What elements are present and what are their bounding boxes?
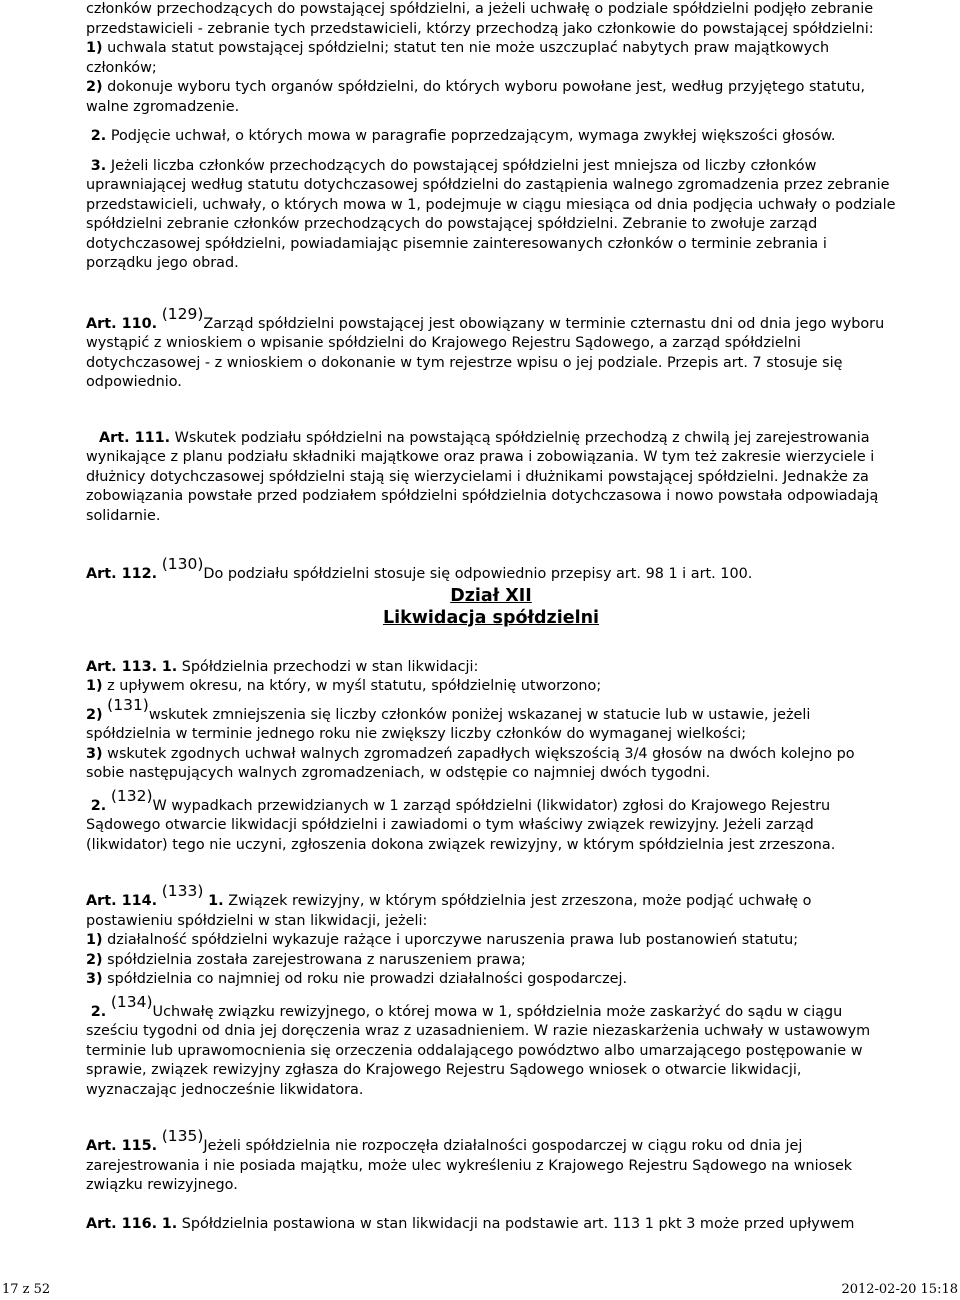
page-footer [0,1280,960,1298]
item-text: dokonuje wyboru tych organów spółdzielni, do których wyboru powołane jest, według przyjętego statutu, walne zgromadzenie. [86,79,866,115]
section-text: W wypadkach przewidzianych w 1 zarząd spółdzielni (likwidator) zgłosi do Krajowego Rejestru Sądowego otwarcie likwidacji spółdzielni i zawiadomi o tym właściwy związek rewizyjny. Jeżeli zarząd (likwidator) tego nie uczyni, zgłoszenia dokona związek rewizyjny, w którym spółdzielnia jest zrzeszona. [86,797,836,853]
section-number: 1. [208,893,224,909]
article-111 [86,429,896,527]
item-text: działalność spółdzielni wykazuje rażące i uporczywe naruszenia prawa lub postanowień statutu; [102,932,799,948]
article-label: Art. 110. [86,315,158,332]
article-112 [86,555,896,585]
footnote-ref[interactable]: (134) [110,992,153,1011]
item-number: 1) [86,932,103,948]
item-text: spółdzielnia co najmniej od roku nie prowadzi działalności gospodarczej. [102,971,628,987]
section-text: Jeżeli liczba członków przechodzących do powstającej spółdzielni jest mniejsza od liczby członków uprawniającej według statutu dotychczasowej spółdzielni do zastąpienia walnego zgromadzenia przez zebranie przedstawicieli, uchwały, o których mowa w 1, podejmuje w ciągu miesiąca od dnia podjęcia uchwały o podziale spółdzielni zebranie członków przechodzących do powstającej spółdzielni. Zebranie to zwołuje zarząd dotychczasowej spółdzielni, powiadamiając pisemnie zainteresowanych członków o terminie zebrania i porządku jego obrad. [86,157,896,271]
section-3 [86,156,896,274]
section-number: 1. [161,1215,178,1232]
article-113-section-2 [86,786,896,856]
item-text: wskutek zmniejszenia się liczby członków poniżej wskazanej w statucie lub w ustawie, jeżeli spółdzielnia w terminie jednego roku nie zwiększy liczby członków do wymaganej wielkości; [86,706,811,742]
article-110 [86,304,896,393]
item-number: 3) [86,745,103,762]
print-timestamp: 2012-02-20 15:18 [841,1282,958,1297]
item-number: 1) [86,678,103,694]
section-number: 3. [90,157,107,174]
page-counter: 17 z 52 [2,1282,51,1297]
item-text: spółdzielnia została zarejestrowana z naruszeniem prawa; [102,951,526,968]
footnote-ref[interactable]: (135) [161,1127,204,1145]
document-body [86,0,896,1234]
article-text: Zarząd spółdzielni powstającej jest obowiązany w terminie czternastu dni od dnia jego wyboru wystąpić z wnioskiem o wpisanie spółdzielni do Krajowego Rejestru Sądowego, a zarząd spółdzielni dotychczasowej - z wnioskiem o dokonanie w tym rejestrze wpisu o jej podziale. Przepis art. 7 stosuje się odpowiednio. [86,315,885,390]
item-number: 1) [86,40,103,56]
section-2 [86,126,896,147]
section-text: Spółdzielnia postawiona w stan likwidacji na podstawie art. 113 1 pkt 3 może przed upływem [177,1215,855,1232]
intro-text: członków przechodzących do powstającej spółdzielni, a jeżeli uchwałę o podziale spółdzielni podjęło zebranie przedstawicieli - zebranie tych przedstawicieli, którzy przechodzą jako członkowie do powstającej spółdzielni: [86,1,874,37]
footnote-ref[interactable]: (129) [161,304,204,323]
section-number: 2. [90,797,107,814]
paragraph-intro [86,0,896,117]
item-number: 2) [86,706,103,723]
article-label: Art. 113. [86,658,158,675]
article-116 [86,1214,896,1235]
section-text: Spółdzielnia przechodzi w stan likwidacji: [177,658,479,675]
section-number: 2. [90,128,107,144]
division-number: Dział XII [450,585,532,606]
article-114 [86,882,896,990]
article-113-item-2 [86,695,896,784]
item-number: 3) [86,971,103,987]
article-label: Art. 112. [86,566,158,582]
item-number: 2) [86,79,103,95]
article-text: Do podziału spółdzielni stosuje się odpowiednio przepisy art. 98 1 i art. 100. [203,566,753,582]
footnote-ref[interactable]: (133) [161,882,204,900]
division-title: Likwidacja spółdzielni [382,607,600,628]
article-label: Art. 115. [86,1138,158,1154]
article-label: Art. 111. [99,429,171,446]
item-number: 2) [86,951,103,968]
section-text: Podjęcie uchwał, o których mowa w paragrafie poprzedzającym, wymaga zwykłej większości głosów. [106,128,836,144]
article-label: Art. 114. [86,893,158,909]
section-text: Uchwałę związku rewizyjnego, o której mowa w 1, spółdzielnia może zaskarżyć do sądu w ciągu sześciu tygodni od dnia jej doręczenia wraz z uzasadnieniem. W razie niezaskarżenia uchwały w ustawowym terminie lub uprawomocnienia się orzeczenia oddalającego powództwo albo umarzającego postępowanie w sprawie, związek rewizyjny zgłasza do Krajowego Rejestru Sądowego wniosek o otwarcie likwidacji, wyznaczając jednocześnie likwidatora. [86,1003,871,1098]
article-113 [86,657,896,697]
article-115 [86,1127,896,1196]
item-text: wskutek zgodnych uchwał walnych zgromadzeń zapadłych większością 3/4 głosów na dwóch kolejno po sobie następujących walnych zgromadzeniach, w odstępie co najmniej dwóch tygodni. [86,745,855,781]
section-number: 2. [90,1003,107,1020]
section-number: 1. [161,658,178,675]
article-text: Wskutek podziału spółdzielni na powstającą spółdzielnię przechodzą z chwilą jej zarejestrowania wynikające z planu podziału składniki majątkowe oraz prawa i zobowiązania. W tym też zakresie wierzyciele i dłużnicy dotychczasowej spółdzielni stają się wierzycielami i dłużnikami powstającej spółdzielni. Jednakże za zobowiązania powstałe przed podziałem spółdzielni spółdzielnia dotychczasowa i nowo powstała odpowiadają solidarnie. [86,429,879,524]
section-text: Związek rewizyjny, w którym spółdzielnia jest zrzeszona, może podjąć uchwałę o postawieniu spółdzielni w stan likwidacji, jeżeli: [86,893,812,929]
item-text: z upływem okresu, na który, w myśl statutu, spółdzielnię utworzono; [102,678,602,694]
article-text: Jeżeli spółdzielnia nie rozpoczęła działalności gospodarczej w ciągu roku od dnia jej zarejestrowania i nie posiada majątku, może ulec wykreśleniu z Krajowego Rejestru Sądowego na wniosek związku rewizyjnego. [86,1138,853,1193]
footnote-ref[interactable]: (130) [161,555,204,573]
article-label: Art. 116. [86,1215,158,1232]
footnote-ref[interactable]: (132) [110,786,153,805]
article-114-section-2 [86,992,896,1101]
item-text: uchwala statut powstającej spółdzielni; statut ten nie może uszczuplać nabytych praw majątkowych członków; [86,40,830,76]
footnote-ref[interactable]: (131) [107,695,149,714]
